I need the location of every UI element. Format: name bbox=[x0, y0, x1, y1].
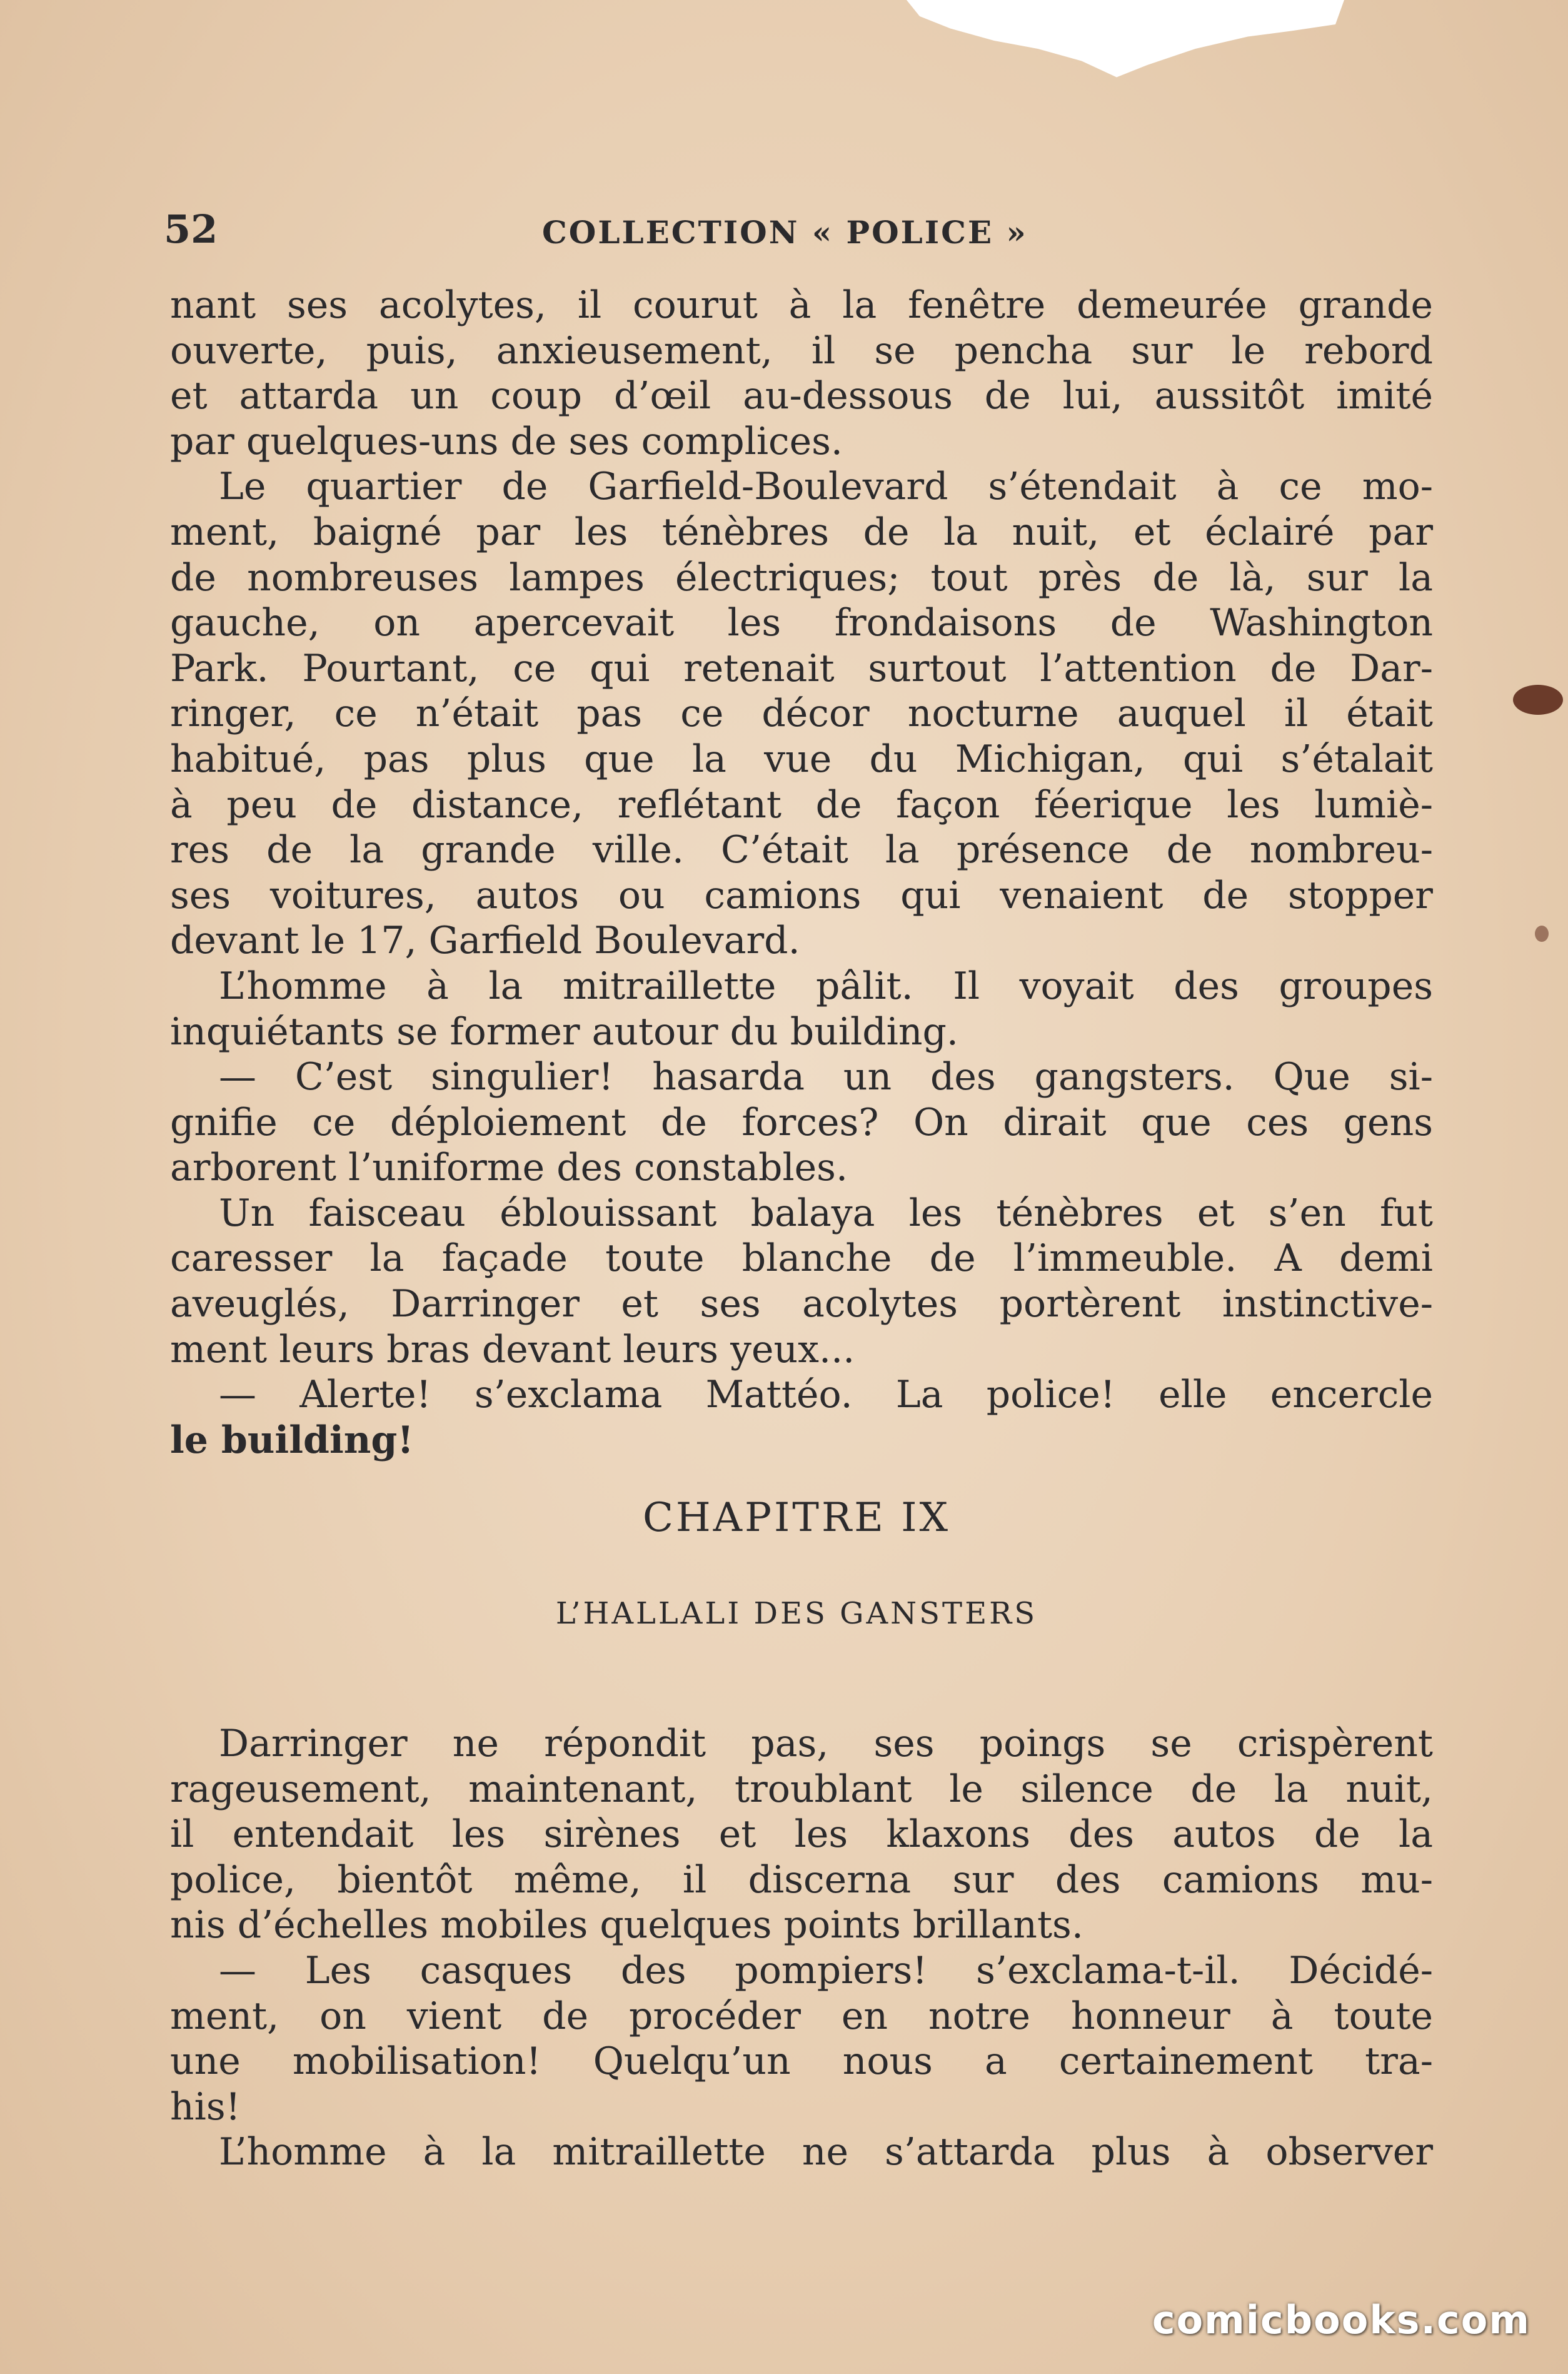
text-line: Darringer ne répondit pas, ses poings se crispèrent bbox=[219, 1722, 1433, 1765]
text-line: — Les casques des pompiers! s’exclama-t-il. Décidé- bbox=[219, 1948, 1433, 1993]
text-line: aveuglés, Darringer et ses acolytes portèrent instinctive- bbox=[170, 1282, 1433, 1326]
text-line: de nombreuses lampes électriques; tout près de là, sur la bbox=[170, 555, 1433, 600]
page-header bbox=[164, 206, 1433, 256]
text-line: arborent l’uniforme des constables. bbox=[170, 1146, 848, 1190]
text-line: et attarda un coup d’œil au-dessous de lui, aussitôt imité bbox=[170, 374, 1433, 418]
text-line: par quelques-uns de ses complices. bbox=[170, 419, 843, 463]
text-line: gauche, on apercevait les frondaisons de Washington bbox=[170, 601, 1433, 645]
text-line: ses voitures, autos ou camions qui venaient de stopper bbox=[170, 873, 1433, 917]
text-line: devant le 17, Garfield Boulevard. bbox=[170, 919, 800, 963]
text-line: gnifie ce déploiement de forces? On dirait que ces gens bbox=[170, 1100, 1433, 1144]
running-head: COLLECTION « POLICE » bbox=[542, 214, 1028, 251]
text-line: ment, baigné par les ténèbres de la nuit, et éclairé par bbox=[170, 510, 1433, 554]
watermark: comicbooks.com bbox=[1152, 2297, 1530, 2343]
text-line: le building! bbox=[170, 1418, 414, 1462]
text-line: habitué, pas plus que la vue du Michigan, qui s’étalait bbox=[170, 737, 1433, 781]
text-line: L’homme à la mitraillette pâlit. Il voyait des groupes bbox=[219, 964, 1433, 1008]
text-line: nant ses acolytes, il courut à la fenêtre demeurée grande bbox=[170, 283, 1433, 327]
text-line: à peu de distance, reflétant de façon féerique les lumiè- bbox=[170, 782, 1433, 827]
text-line: nis d’échelles mobiles quelques points brillants. bbox=[170, 1903, 1083, 1947]
text-line: Le quartier de Garfield-Boulevard s’étendait à ce mo- bbox=[219, 465, 1433, 509]
text-line: une mobilisation! Quelqu’un nous a certainement tra- bbox=[170, 2039, 1433, 2084]
torn-page-edge bbox=[907, 0, 1344, 81]
text-line: ment, on vient de procéder en notre honneur à toute bbox=[170, 1994, 1433, 2038]
chapter-subtitle: L’HALLALI DES GANSTERS bbox=[555, 1596, 1038, 1631]
ink-stain bbox=[1513, 685, 1563, 715]
text-line: ment leurs bras devant leurs yeux... bbox=[170, 1327, 855, 1371]
chapter-title: CHAPITRE IX bbox=[642, 1495, 951, 1541]
ink-stain bbox=[1535, 926, 1549, 942]
text-line: Un faisceau éblouissant balaya les ténèbres et s’en fut bbox=[219, 1191, 1433, 1235]
text-line: rageusement, maintenant, troublant le silence de la nuit, bbox=[170, 1767, 1433, 1811]
text-line: Park. Pourtant, ce qui retenait surtout l’attention de Dar- bbox=[170, 646, 1433, 690]
text-line: — C’est singulier! hasarda un des gangsters. Que si- bbox=[219, 1055, 1433, 1099]
body-text-bottom bbox=[170, 1721, 1433, 2175]
text-line: ouverte, puis, anxieusement, il se pencha sur le rebord bbox=[170, 328, 1433, 373]
text-line: L’homme à la mitraillette ne s’attarda plus à observer bbox=[219, 2130, 1433, 2174]
text-line: caresser la façade toute blanche de l’immeuble. A demi bbox=[170, 1236, 1433, 1281]
text-line: il entendait les sirènes et les klaxons des autos de la bbox=[170, 1812, 1433, 1857]
body-text-top bbox=[170, 283, 1433, 1463]
text-line: — Alerte! s’exclama Mattéo. La police! elle encercle bbox=[219, 1373, 1433, 1417]
page-number: 52 bbox=[164, 206, 218, 252]
text-line: inquiétants se former autour du building. bbox=[170, 1009, 958, 1054]
text-line: res de la grande ville. C’était la présence de nombreu- bbox=[170, 828, 1433, 872]
text-line: ringer, ce n’était pas ce décor nocturne auquel il était bbox=[170, 692, 1433, 736]
text-line: his! bbox=[170, 2084, 241, 2129]
text-line: police, bientôt même, il discerna sur des camions mu- bbox=[170, 1857, 1433, 1902]
